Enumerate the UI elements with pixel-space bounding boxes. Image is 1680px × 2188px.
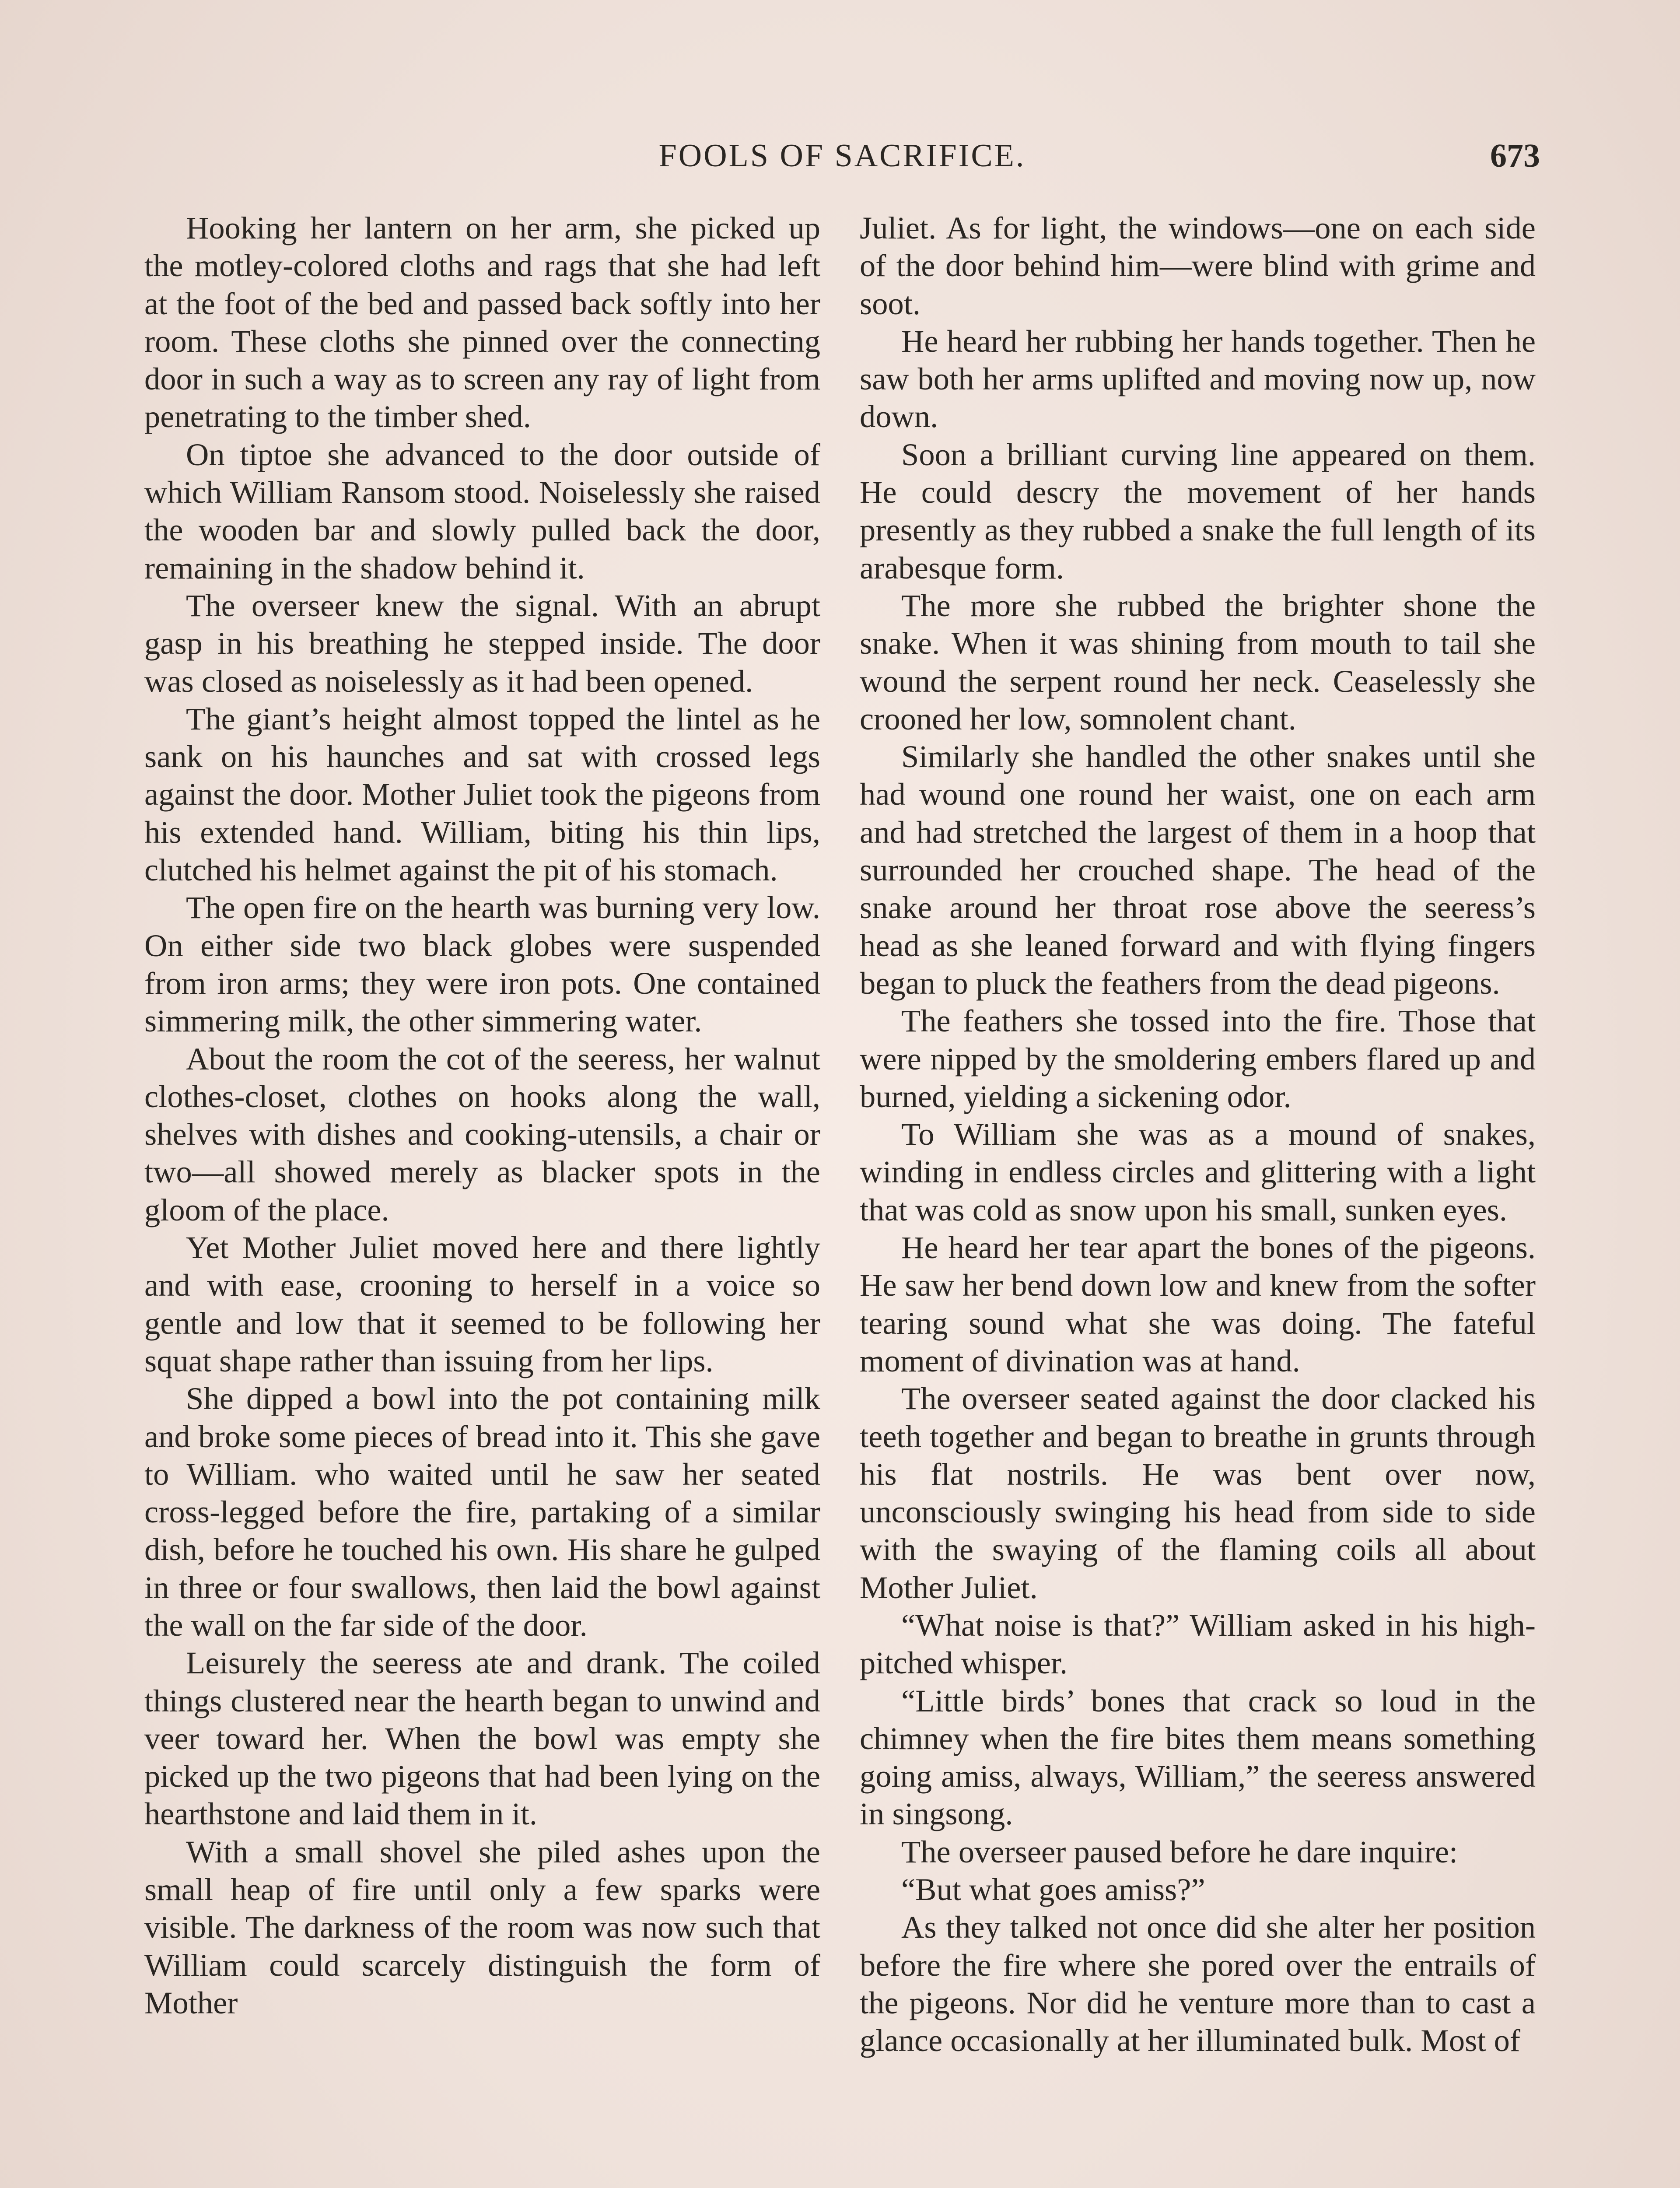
paragraph: He heard her rubbing her hands together. Then he saw both her arms uplifted and moving now up, now down.	[860, 323, 1536, 435]
right-column	[860, 209, 1536, 2188]
paragraph: She dipped a bowl into the pot containing milk and broke some pieces of bread into it. This she gave to William. who waited until he saw her seated cross-legged before the fire, partaking of a similar dish, before he touched his own. His share he gulped in three or four swallows, then laid the bowl against the wall on the far side of the door.	[144, 1381, 820, 1643]
paragraph: Soon a brilliant curving line appeared on them. He could descry the movement of her hands presently as they rubbed a snake the full length of its arabesque form.	[860, 436, 1536, 586]
paragraph: He heard her tear apart the bones of the pigeons. He saw her bend down low and knew from the softer tearing sound what she was doing. The fateful moment of divination was at hand.	[860, 1230, 1536, 1378]
paragraph: The giant’s height almost topped the lintel as he sank on his haunches and sat with crossed legs against the door. Mother Juliet took the pigeons from his extended hand. William, biting his thin lips, clutched his helmet against the pit of his stomach.	[144, 701, 820, 888]
paragraph-continuation: Juliet. As for light, the windows—one on each side of the door behind him—were blind with grime and soot.	[860, 210, 1536, 321]
paragraph: “What noise is that?” William asked in his high-pitched whisper.	[860, 1607, 1536, 1681]
paragraph: With a small shovel she piled ashes upon the small heap of fire until only a few sparks were visible. The darkness of the room was now such that William could scarcely distinguish the form of Mother	[144, 1834, 820, 2020]
paragraph: The open fire on the hearth was burning very low. On either side two black globes were suspended from iron arms; they were iron pots. One contained simmering milk, the other simmering water.	[144, 890, 820, 1039]
paragraph: About the room the cot of the seeress, her walnut clothes-closet, clothes on hooks along the wall, shelves with dishes and cooking-utensils, a chair or two—all showed merely as blacker spots in the gloom of the place.	[144, 1041, 820, 1227]
page-header	[144, 130, 1540, 182]
paragraph: As they talked not once did she alter her position before the fire where she pored over the entrails of the pigeons. Nor did he venture more than to cast a glance occasionally at her illuminated bulk. Most of	[860, 1909, 1536, 2058]
paragraph: Yet Mother Juliet moved here and there lightly and with ease, crooning to herself in a voice so gentle and low that it seemed to be following her squat shape rather than issuing from her lips.	[144, 1230, 820, 1378]
paragraph: Similarly she handled the other snakes until she had wound one round her waist, one on each arm and had stretched the largest of them in a hoop that surrounded her crouched shape. The head of the snake around her throat rose above the seeress’s head as she leaned forward and with flying fingers began to pluck the feathers from the dead pigeons.	[860, 739, 1536, 1001]
paragraph: To William she was as a mound of snakes, winding in endless circles and glittering with a light that was cold as snow upon his small, sunken eyes.	[860, 1116, 1536, 1227]
running-title: FOOLS OF SACRIFICE.	[658, 138, 1026, 174]
page-number: 673	[1490, 137, 1540, 174]
paragraph: “Little birds’ bones that crack so loud in the chimney when the fire bites them means something going amiss, always, William,” the seeress answered in singsong.	[860, 1683, 1536, 1832]
paragraph: “But what goes amiss?”	[901, 1872, 1205, 1907]
paragraph: The more she rubbed the brighter shone the snake. When it was shining from mouth to tail she wound the serpent round her neck. Ceaselessly she crooned her low, somnolent chant.	[860, 587, 1536, 736]
paragraph: The overseer seated against the door clacked his teeth together and began to breathe in grunts through his flat nostrils. He was bent over now, unconsciously swinging his head from side to side with the swaying of the flaming coils all about Mother Juliet.	[860, 1381, 1536, 1605]
paragraph: Leisurely the seeress ate and drank. The coiled things clustered near the hearth began to unwind and veer toward her. When the bowl was empty she picked up the two pigeons that had been lying on the hearthstone and laid them in it.	[144, 1645, 820, 1832]
paragraph: The overseer knew the signal. With an abrupt gasp in his breathing he stepped inside. The door was closed as noiselessly as it had been opened.	[144, 587, 820, 699]
paragraph: The overseer paused before he dare inquire:	[901, 1834, 1458, 1869]
paragraph: Hooking her lantern on her arm, she picked up the motley-colored cloths and rags that she had left at the foot of the bed and passed back softly into her room. These cloths she pinned over the connecting door in such a way as to screen any ray of light from penetrating to the timber shed.	[144, 210, 820, 435]
paragraph: On tiptoe she advanced to the door outside of which William Ransom stood. Noiselessly she raised the wooden bar and slowly pulled back the door, remaining in the shadow behind it.	[144, 436, 820, 586]
paragraph: The feathers she tossed into the fire. Those that were nipped by the smoldering embers flared up and burned, yielding a sickening odor.	[860, 1003, 1536, 1114]
left-column	[144, 209, 820, 2188]
